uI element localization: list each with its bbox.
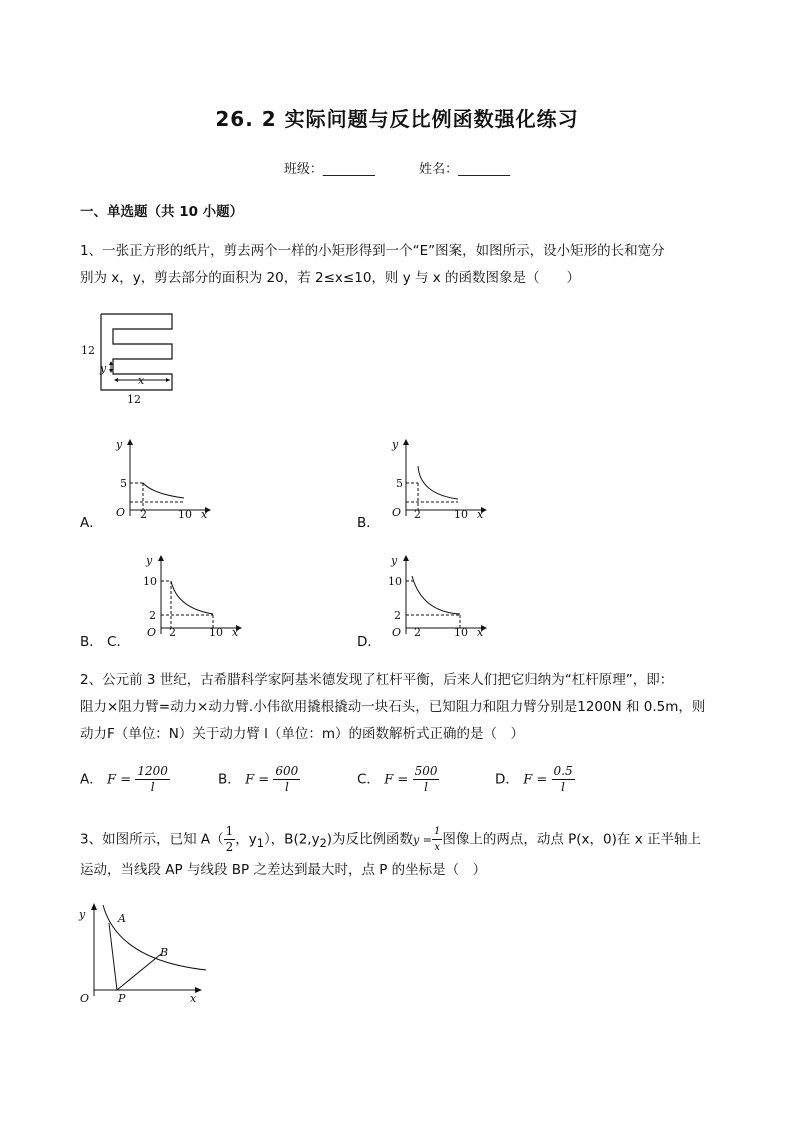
- question-2-text: [80, 667, 720, 748]
- q3-text-part-4: )为反比例函数: [326, 831, 414, 848]
- q3-function-fraction: [432, 824, 442, 855]
- q2-option-b: [218, 764, 300, 795]
- q1-d-tick-x-1: 2: [414, 626, 421, 639]
- q1-c-tick-y-2: 2: [149, 609, 156, 622]
- name-field: 姓名：________: [419, 162, 511, 177]
- q1-d-tick-y-1: 10: [388, 575, 402, 588]
- q3-point-a: A: [118, 912, 126, 925]
- question-1-text: [80, 238, 720, 292]
- question-1-line-1: 1、一张正方形的纸片，剪去两个一样的小矩形得到一个“E”图案，如图所示，设小矩形的长和宽分: [80, 243, 665, 259]
- e-shape-figure: [78, 308, 188, 408]
- q3-half-fraction: [224, 824, 236, 855]
- q1-d-tick-x-2: 10: [454, 626, 468, 639]
- q2-option-b-label: B．: [218, 771, 241, 788]
- q1-a-y-label: y: [116, 438, 123, 451]
- question-1-line-2: 别为 x，y，剪去部分的面积为 20，若 2≤x≤10，则 y 与 x 的函数图象是（ ）: [80, 270, 581, 286]
- q2-option-c-label: C．: [357, 771, 380, 788]
- q1-option-c-label: B． C．: [80, 634, 130, 650]
- q2-option-c: [357, 764, 439, 795]
- page-title: 26. 2 实际问题与反比例函数强化练习: [215, 107, 579, 131]
- q2-c-denominator: l: [424, 780, 428, 794]
- q2-option-a-lhs: F =: [107, 772, 132, 788]
- q1-a-tick-y: 5: [120, 477, 127, 490]
- q1-b-x-label: x: [477, 508, 484, 521]
- q3-point-b: B: [160, 946, 169, 959]
- student-info: [0, 158, 794, 177]
- q2-option-d-fraction: [552, 764, 575, 795]
- q1-a-tick-x-1: 2: [140, 508, 147, 521]
- q2-option-d-label: D．: [495, 771, 519, 788]
- q1-b-origin: O: [392, 506, 402, 519]
- q1-a-x-label: x: [201, 508, 208, 521]
- q1-a-tick-x-2: 10: [178, 508, 192, 521]
- question-3-line-2: 运动，当线段 AP 与线段 BP 之差达到最大时，点 P 的坐标是（ ）: [80, 862, 487, 879]
- q1-a-origin: O: [116, 506, 126, 519]
- q2-option-a: [80, 764, 170, 795]
- q3-y-label: y: [79, 908, 86, 921]
- question-3-line-1: [80, 824, 740, 857]
- q1-d-y-label: y: [391, 554, 398, 567]
- q2-c-numerator: 500: [414, 764, 438, 778]
- side-label-bottom: 12: [127, 393, 141, 406]
- q2-option-a-label: A．: [80, 771, 103, 788]
- q2-option-c-lhs: F =: [384, 772, 409, 788]
- q1-d-tick-y-2: 2: [394, 609, 401, 622]
- q3-point-p: P: [118, 992, 126, 1005]
- q3-subscript-1: 1: [256, 837, 264, 851]
- q2-option-c-fraction: [413, 764, 440, 795]
- q1-b-tick-x-2: 10: [454, 508, 468, 521]
- q3-text-part-5: 图像上的两点，动点 P(x，0)在 x 正半轴上: [442, 831, 701, 848]
- q1-c-y-label: y: [146, 554, 153, 567]
- q3-half-numerator: 1: [225, 824, 234, 838]
- q3-origin: O: [80, 992, 90, 1005]
- q2-option-b-fraction: [273, 764, 300, 795]
- question-3-text: [80, 824, 740, 884]
- q1-option-c-graph: [139, 552, 249, 640]
- q2-b-numerator: 600: [275, 764, 299, 778]
- q1-c-origin: O: [147, 626, 157, 639]
- question-2-line-2: 阻力×阻力臂=动力×动力臂.小伟欲用撬根撬动一块石头，已知阻力和阻力臂分别是1200N 和 0.5m，则: [80, 699, 706, 715]
- section-heading: 一、单选题（共 10 小题）: [80, 204, 244, 220]
- q1-option-a-graph: [108, 436, 218, 522]
- q3-function-lhs: y =: [413, 833, 432, 847]
- q2-d-denominator: l: [561, 780, 566, 794]
- q1-d-x-label: x: [477, 626, 484, 639]
- q2-a-numerator: 1200: [137, 764, 168, 778]
- q2-option-b-lhs: F =: [245, 772, 270, 788]
- q1-c-x-label: x: [232, 626, 239, 639]
- q2-option-d: [495, 764, 575, 795]
- q2-a-denominator: l: [150, 780, 155, 794]
- q1-option-a-label: A．: [80, 515, 103, 531]
- q1-c-tick-x-1: 2: [169, 626, 176, 639]
- side-label-left: 12: [81, 344, 95, 357]
- q3-x-label: x: [190, 992, 197, 1005]
- q1-b-tick-x-1: 2: [414, 508, 421, 521]
- q1-option-d-graph: [384, 552, 494, 640]
- q3-figure: [76, 900, 216, 1010]
- q3-subscript-2: 2: [319, 837, 327, 851]
- q1-option-b-label: B．: [357, 515, 380, 531]
- q3-text-part-2: ，y: [235, 831, 257, 848]
- q1-b-tick-y: 5: [396, 477, 403, 490]
- q1-option-d-label: D．: [357, 634, 381, 650]
- q1-b-y-label: y: [392, 438, 399, 451]
- q2-b-denominator: l: [284, 780, 289, 794]
- x-dimension-label: x: [138, 374, 145, 387]
- q1-d-origin: O: [392, 626, 402, 639]
- q3-half-denominator: 2: [225, 840, 234, 854]
- y-dimension-label: y: [100, 362, 107, 375]
- class-field: 班级：________: [283, 162, 375, 177]
- q2-option-a-fraction: [135, 764, 170, 795]
- q2-option-d-lhs: F =: [523, 772, 548, 788]
- question-2-line-1: 2、公元前 3 世纪，古希腊科学家阿基米德发现了杠杆平衡，后来人们把它归纳为“杠杆原理”，即：: [80, 672, 674, 688]
- q1-option-b-graph: [384, 436, 494, 522]
- q1-c-tick-y-1: 10: [143, 575, 157, 588]
- q3-function-numerator: 1: [432, 824, 442, 840]
- q1-c-tick-x-2: 10: [209, 626, 223, 639]
- q3-text-part-3: ），B(2,y: [263, 831, 320, 848]
- q2-d-numerator: 0.5: [553, 764, 573, 778]
- question-2-line-3: 动力F（单位：N）关于动力臂 l（单位：m）的函数解析式正确的是（ ）: [80, 726, 525, 742]
- q3-function-denominator: x: [434, 842, 440, 853]
- q3-text-part-1: 3、如图所示，已知 A（: [80, 831, 224, 848]
